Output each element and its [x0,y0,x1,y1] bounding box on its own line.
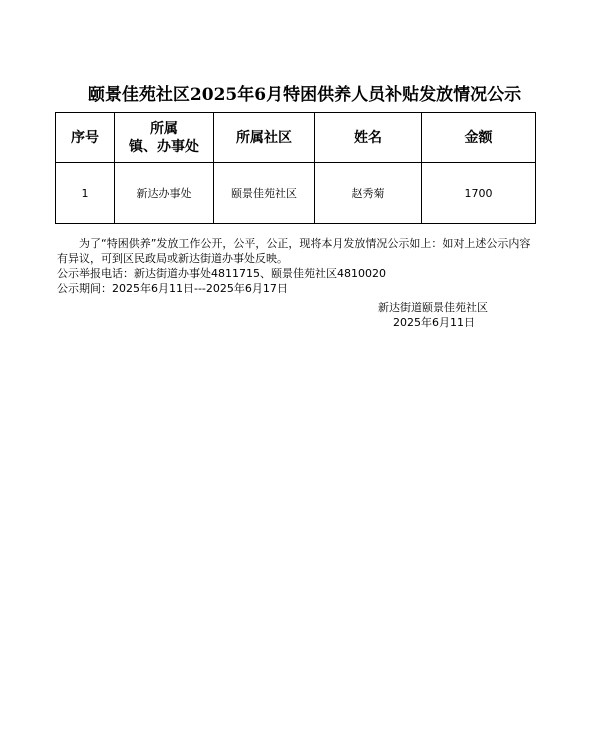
cell-serial-number: 1 [56,163,115,224]
cell-town-office: 新达办事处 [115,163,214,224]
document-title: 颐景佳苑社区2025年6月特困供养人员补贴发放情况公示 [87,85,522,105]
notice-period-line: 公示期间：2025年6月11日---2025年6月17日 [57,282,288,295]
header-name: 姓名 [315,113,422,163]
header-amount: 金额 [422,113,536,163]
report-phone-line: 公示举报电话：新达街道办事处4811715、颐景佳苑社区4810020 [57,267,386,280]
cell-amount: 1700 [422,163,536,224]
notice-paragraph: 为了“特困供养”发放工作公开，公平，公正，现将本月发放情况公示如上：如对上述公示内容有异议，可到区民政局或新达街道办事处反映。 [57,237,531,265]
header-town-office [115,113,214,163]
table-header-row [56,113,536,163]
cell-community: 颐景佳苑社区 [214,163,315,224]
table-row [56,163,536,224]
notice-block [57,236,541,296]
header-community: 所属社区 [214,113,315,163]
signature-date: 2025年6月11日 [393,316,475,329]
signature-organization: 新达街道颐景佳苑社区 [378,301,488,314]
subsidy-table [55,112,536,224]
header-serial-number: 序号 [56,113,115,163]
cell-name: 赵秀菊 [315,163,422,224]
header-town-office-text: 所属 镇、办事处 [129,120,199,155]
